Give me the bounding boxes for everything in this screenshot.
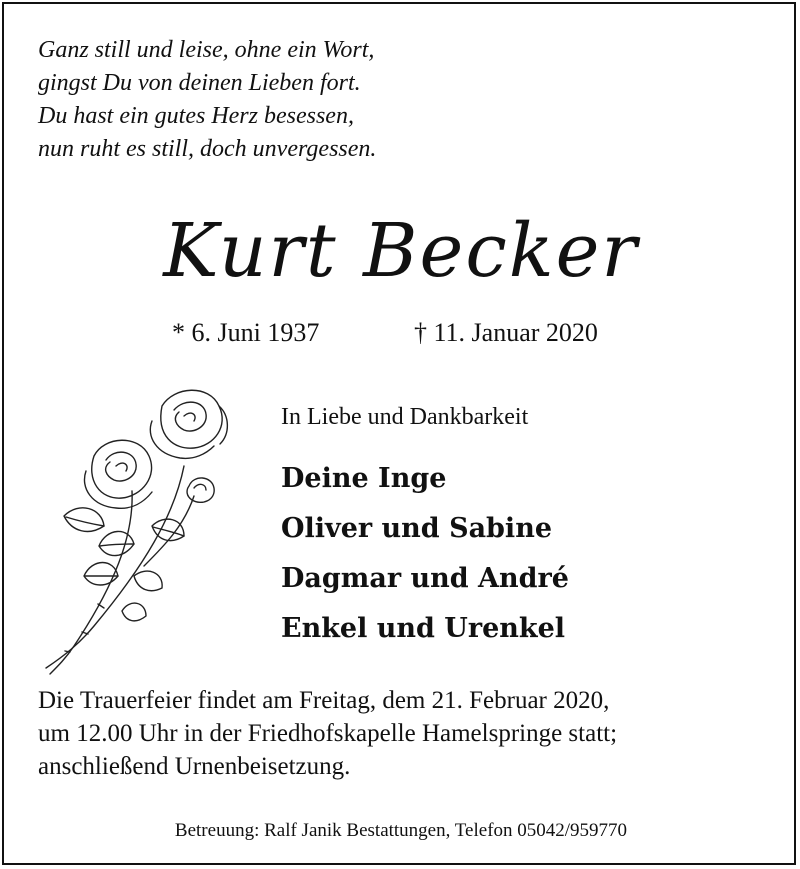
- poem-line: gingst Du von deinen Lieben fort.: [38, 70, 361, 96]
- mourner-name: Deine Inge: [281, 463, 447, 494]
- mourner-name: Enkel und Urenkel: [281, 613, 566, 644]
- mourners-list: [281, 454, 569, 654]
- death-date: † 11. Januar 2020: [414, 318, 598, 347]
- mourners-intro: In Liebe und Dankbarkeit: [281, 404, 529, 430]
- birth-date: * 6. Juni 1937: [172, 318, 320, 347]
- service-line: um 12.00 Uhr in der Friedhofskapelle Hamelspringe statt;: [38, 720, 618, 747]
- service-line: Die Trauerfeier findet am Freitag, dem 21. Februar 2020,: [38, 687, 610, 714]
- funeral-home-contact: Betreuung: Ralf Janik Bestattungen, Telefon 05042/959770: [174, 820, 628, 841]
- poem-line: Du hast ein gutes Herz besessen,: [38, 103, 354, 129]
- poem-line: nun ruht es still, doch unvergessen.: [38, 136, 377, 162]
- mourner-name: Oliver und Sabine: [281, 513, 553, 544]
- poem-line: Ganz still und leise, ohne ein Wort,: [38, 37, 375, 63]
- mourner-name: Dagmar und André: [281, 563, 569, 594]
- deceased-name: Kurt Becker: [163, 208, 639, 294]
- service-details: [38, 684, 617, 783]
- roses-icon: [34, 376, 234, 676]
- obituary-notice: [2, 2, 796, 865]
- service-line: anschließend Urnenbeisetzung.: [38, 753, 351, 780]
- poem: [38, 34, 376, 166]
